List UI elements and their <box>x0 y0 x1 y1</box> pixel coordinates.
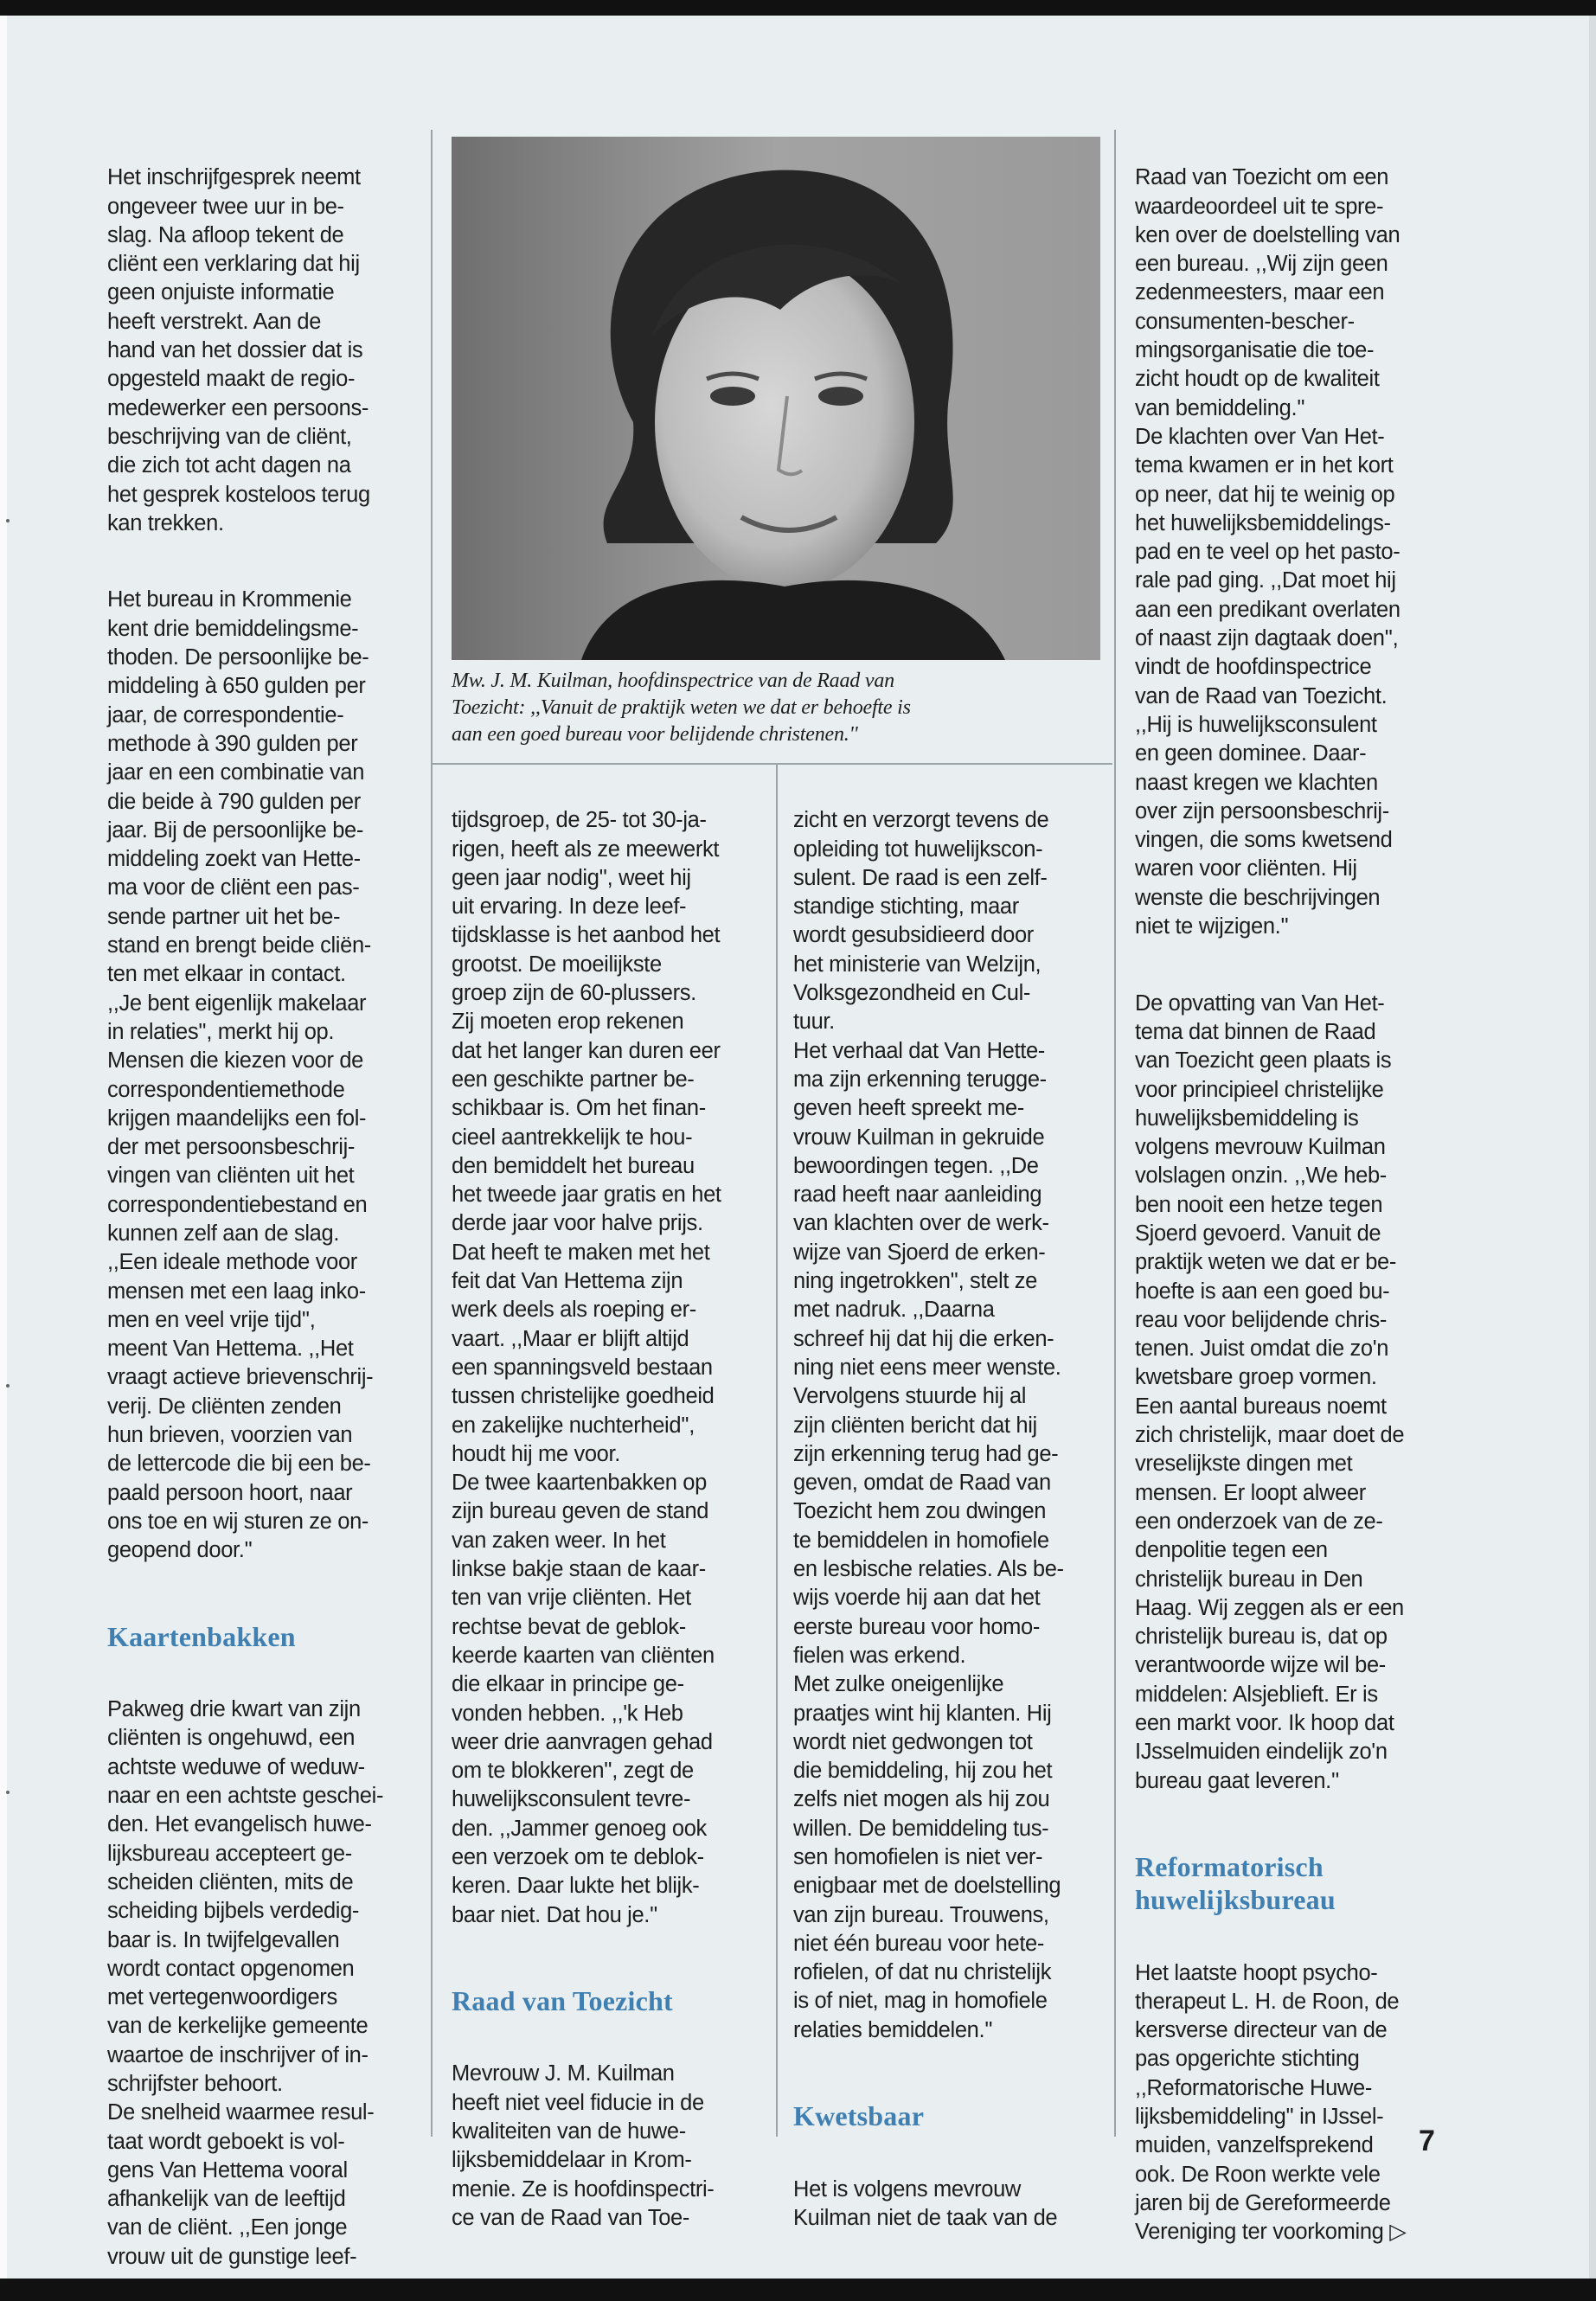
page-number: 7 <box>1419 2125 1435 2157</box>
portrait-photo <box>452 137 1100 660</box>
column-rule-1 <box>431 130 433 2137</box>
column-rule-2 <box>776 765 778 2137</box>
page-left-edge <box>0 16 7 2279</box>
heading-raad-van-toezicht: Raad van Toezicht <box>452 1985 673 2017</box>
col1-paragraph-1: Het inschrijfgesprek neemt ongeveer twee uur in be- slag. Na afloop tekent de cliënt een verklaring dat hij geen onjuiste informatie heeft verstrekt. Aan de hand van het dossier dat is opgesteld maakt de regio- medewerker een persoons- beschrijving van de cliënt, die zich tot acht dagen na het gesprek kosteloos terug kan trekken. <box>107 165 370 535</box>
col4-paragraph-1: Raad van Toezicht om een waardeoordeel uit te spre- ken over de doelstelling van een bureau. ,,Wij zijn geen zedenmeesters, maar een consumenten-bescher- mingsorganisatie die toe- zicht houdt op de kwaliteit van bemiddeling.'' De klachten over Van Het- tema kwamen er in het kort op neer, dat hij te weinig op het huwelijksbemiddelings- pad en te veel op het pasto- rale pad ging. ,,Dat moet hij aan een predikant overlaten of naast zijn dagtaak doen'', vindt de hoofdinspectrice van de Raad van Toezicht. ,,Hij is huwelijksconsulent en geen dominee. Daar- naast kregen we klachten over zijn persoonsbeschrij- vingen, die soms kwetsend waren voor cliënten. Hij wenste die beschrijvingen niet te wijzigen.'' <box>1135 165 1401 939</box>
col4-paragraph-2: De opvatting van Van Het- tema dat binnen de Raad van Toezicht geen plaats is voor principieel christelijke huwelijksbemiddeling is volgens mevrouw Kuilman volslagen onzin. ,,We heb- ben nooit een hetze tegen Sjoerd gevoerd. Vanuit de praktijk weten we dat er be- hoefte is aan een goed bu- reau voor belijdende chris- tenen. Juist omdat die zo'n kwetsbare groep vormen. Een aantal bureaus noemt zich christelijk, maar doet de vreselijkste dingen met mensen. Er loopt alweer een onderzoek van de ze- denpolitie tegen een christelijk bureau in Den Haag. Wij zeggen als er een christelijk bureau is, dat op verantwoorde wijze wil be- middelen: Alsjeblieft. Er is een markt voor. Ik hoop dat IJsselmuiden eindelijk zo'n bureau gaat leveren.'' <box>1135 990 1405 1793</box>
article-column-1 <box>107 135 424 2300</box>
column-rule-3 <box>1114 130 1116 2137</box>
col3-paragraph-2: Het is volgens mevrouw Kuilman niet de taak van de <box>793 2176 1058 2230</box>
page-top-band <box>0 0 1596 16</box>
margin-speck <box>6 1384 10 1388</box>
article-column-2 <box>452 778 768 2262</box>
col1-paragraph-2: Het bureau in Krommenie kent drie bemiddelingsme- thoden. De persoonlijke be- middeling à 650 gulden per jaar, de correspondentie- methode à 390 gulden per jaar en een combinatie van die beide à 790 gulden per jaar. Bij de persoonlijke be- middeling zoekt van Hette- ma voor de cliënt een pas- sende partner uit het be- stand en brengt beide cliën- ten met elkaar in contact. ,,Je bent eigenlijk makelaar in relaties'', merkt hij op. Mensen die kiezen voor de correspondentiemethode krijgen maandelijks een fol- der met persoonsbeschrij- vingen van cliënten uit het correspondentiebestand en kunnen zelf aan de slag. ,,Een ideale methode voor mensen met een laag inko- men en veel vrije tijd'', meent Van Hettema. ,,Het vraagt actieve brievenschrij- verij. De cliënten zenden hun brieven, voorzien van de lettercode die bij een be- paald persoon hoort, naar ons toe en wij sturen ze on- geopend door.'' <box>107 587 374 1563</box>
article-column-3 <box>793 778 1110 2262</box>
heading-kaartenbakken: Kaartenbakken <box>107 1620 296 1652</box>
col3-paragraph-1: zicht en verzorgt tevens de opleiding tot huwelijkscon- sulent. De raad is een zelf- standige stichting, maar wordt gesubsidieerd door het ministerie van Welzijn, Volksgezondheid en Cul- tuur. Het verhaal dat Van Hette- ma zijn erkenning terugge- geven heeft spreekt me- vrouw Kuilman in gekruide bewoordingen tegen. ,,De raad heeft naar aanleiding van klachten over de werk- wijze van Sjoerd de erken- ning ingetrokken'', stelt ze met nadruk. ,,Daarna schreef hij dat hij die erken- ning niet eens meer wenste. Vervolgens stuurde hij al zijn cliënten bericht dat hij zijn erkenning terug had ge- geven, omdat de Raad van Toezicht hem zou dwingen te bemiddelen in homofiele en lesbische relaties. Als be- wijs voerde hij aan dat het eerste bureau voor homo- fielen was erkend. Met zulke oneigenlijke praatjes wint hij klanten. Hij wordt niet gedwongen tot die bemiddeling, hij zou het zelfs niet mogen als hij zou willen. De bemiddeling tus- sen homofielen is niet ver- enigbaar met de doelstelling van zijn bureau. Trouwens, niet één bureau voor hete- rofielen, of dat nu christelijk is of niet, mag in homofiele relaties bemiddelen.'' <box>793 808 1064 2042</box>
portrait-image <box>452 137 1100 660</box>
photo-caption: Mw. J. M. Kuilman, hoofdinspectrice van de Raad van Toezicht: ,,Vanuit de praktijk weten we dat er behoefte is aan een goed bureau voor belijdende christenen.'' <box>452 670 911 746</box>
margin-speck <box>6 1791 10 1794</box>
article-column-4 <box>1135 135 1455 2276</box>
col2-paragraph-2: Mevrouw J. M. Kuilman heeft niet veel fiducie in de kwaliteiten van de huwe- lijksbemiddelaar in Krom- menie. Ze is hoofdinspectri- ce van de Raad van Toe- <box>452 2061 715 2230</box>
caption-rule <box>431 763 1112 765</box>
page-bottom-band <box>0 2279 1596 2301</box>
col4-paragraph-3: Het laatste hoopt psycho- therapeut L. H. de Roon, de kersverse directeur van de pas opgerichte stichting ,,Reformatorische Huwe- lijksbemiddeling'' in IJssel- muiden, vanzelfsprekend ook. De Roon werkte vele jaren bij de Gereformeerde Vereniging ter voorkoming ▷ <box>1135 1960 1407 2245</box>
col1-paragraph-3: Pakweg drie kwart van zijn cliënten is ongehuwd, een achtste weduwe of weduw- naar en een achtste geschei- den. Het evangelisch huwe- lijksbureau accepteert ge- scheiden cliënten, mits de scheiding bijbels verdedig- baar is. In twijfelgevallen wordt contact opgenomen met vertegenwoordigers van de kerkelijke gemeente waartoe de inschrijver of in- schrijfster behoort. De snelheid waarmee resul- taat wordt geboekt is vol- gens Van Hettema vooral afhankelijk van de leeftijd van de cliënt. ,,Een jonge vrouw uit de gunstige leef- <box>107 1697 384 2269</box>
heading-kwetsbaar: Kwetsbaar <box>793 2100 925 2132</box>
margin-speck <box>6 519 10 522</box>
page-right-edge <box>1589 16 1596 2279</box>
col2-paragraph-1: tijdsgroep, de 25- tot 30-ja- rigen, heeft als ze meewerkt geen jaar nodig'', weet hij uit ervaring. In deze leef- tijdsklasse is het aanbod het grootst. De moeilijkste groep zijn de 60-plussers. Zij moeten erop rekenen dat het langer kan duren eer een geschikte partner be- schikbaar is. Om het finan- cieel aantrekkelijk te hou- den bemiddelt het bureau het tweede jaar gratis en het derde jaar voor halve prijs. Dat heeft te maken met het feit dat Van Hettema zijn werk deels als roeping er- vaart. ,,Maar er blijft altijd een spanningsveld bestaan tussen christelijke goedheid en zakelijke nuchterheid'', houdt hij me voor. De twee kaartenbakken op zijn bureau geven de stand van zaken weer. In het linkse bakje staan de kaar- ten van vrije cliënten. Het rechtse bevat de geblok- keerde kaarten van cliënten die elkaar in principe ge- vonden hebben. ,,'k Heb weer drie aanvragen gehad om te blokkeren'', zegt de huwelijksconsulent tevre- den. ,,Jammer genoeg ook een verzoek om te deblok- keren. Daar lukte het blijk- baar niet. Dat hou je.'' <box>452 808 721 1927</box>
heading-reformatorisch-huwelijksbureau: Reformatorisch huwelijksbureau <box>1135 1851 1336 1916</box>
